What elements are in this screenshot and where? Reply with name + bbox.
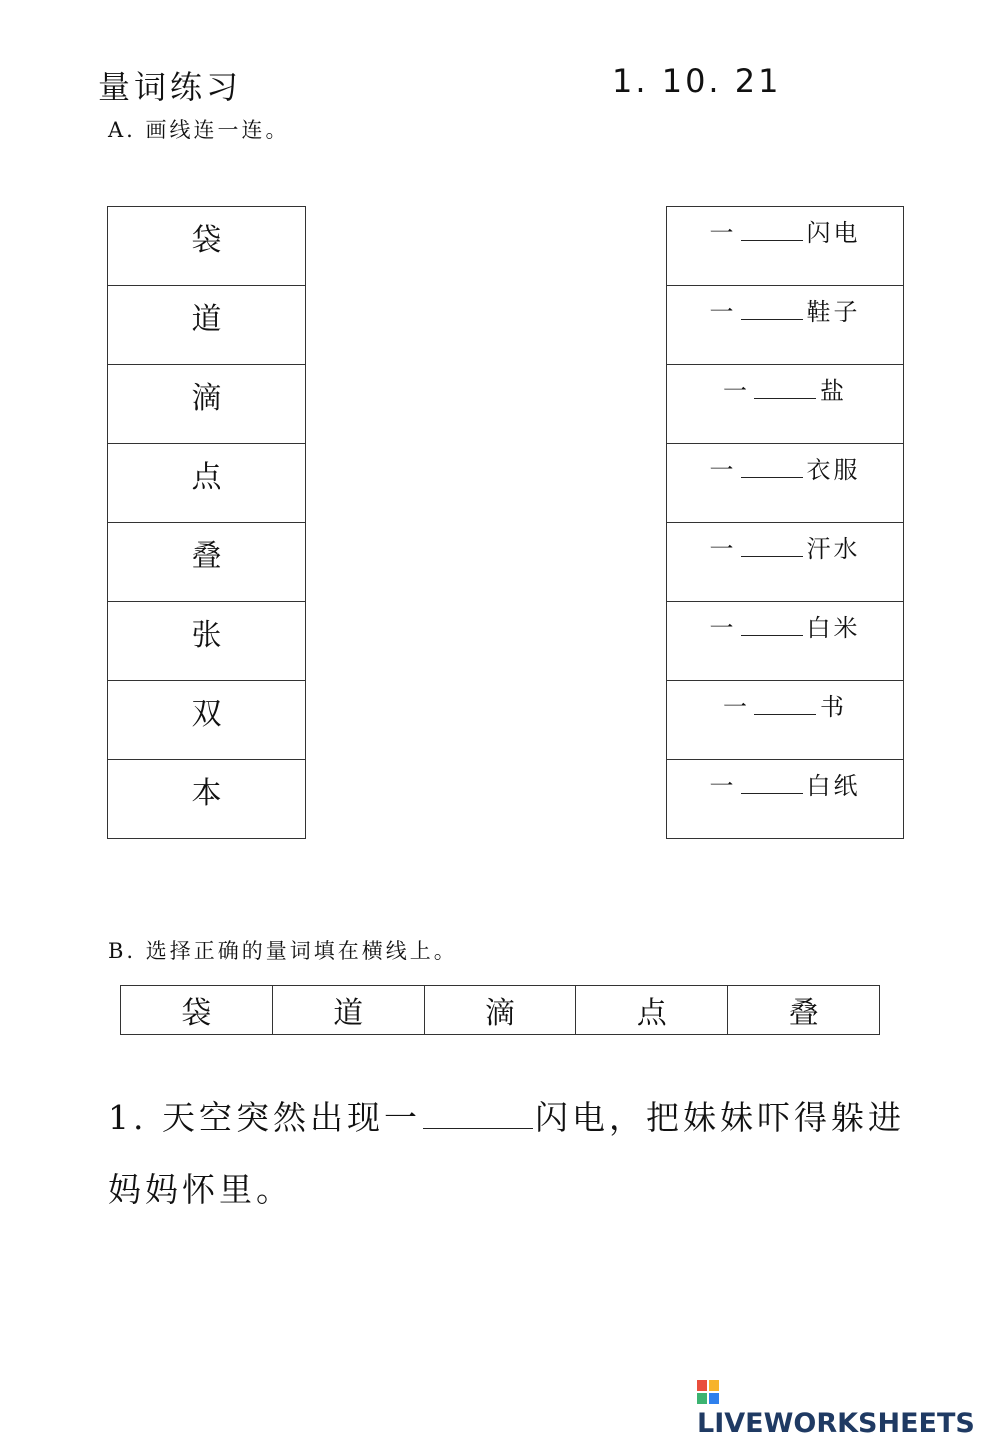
phrase-prefix: 一 — [723, 693, 750, 721]
right-noun-phrase[interactable] — [667, 207, 904, 286]
phrase-blank — [754, 372, 816, 399]
phrase-noun: 汗水 — [806, 535, 861, 563]
right-row — [667, 523, 904, 602]
left-row — [108, 523, 306, 602]
left-row — [108, 444, 306, 523]
right-row — [667, 365, 904, 444]
phrase-blank — [741, 451, 803, 478]
right-row — [667, 681, 904, 760]
question-1 — [108, 1082, 908, 1226]
word-bank — [120, 985, 880, 1035]
phrase-blank — [741, 214, 803, 241]
left-measure-word[interactable]: 张 — [108, 602, 306, 681]
left-row — [108, 286, 306, 365]
word-bank-item: 袋 — [121, 986, 273, 1035]
phrase-prefix: 一 — [709, 535, 737, 563]
phrase-prefix: 一 — [709, 219, 737, 247]
left-measure-word[interactable]: 双 — [108, 681, 306, 760]
question-1-answer-blank[interactable] — [423, 1098, 533, 1129]
right-noun-phrase[interactable] — [667, 286, 904, 365]
right-noun-phrase[interactable] — [667, 760, 904, 839]
left-measure-word[interactable]: 袋 — [108, 207, 306, 286]
right-noun-phrase[interactable] — [667, 681, 904, 760]
left-row — [108, 602, 306, 681]
phrase-noun: 白米 — [806, 614, 861, 642]
worksheet-title: 量词练习 — [98, 68, 243, 106]
word-bank-item: 道 — [272, 986, 424, 1035]
question-1-text-after: 闪电，把妹妹吓得躲进妈妈怀里。 — [108, 1098, 905, 1209]
word-bank-item: 点 — [576, 986, 728, 1035]
right-noun-phrase[interactable] — [667, 523, 904, 602]
right-noun-phrase[interactable] — [667, 602, 904, 681]
phrase-prefix: 一 — [723, 377, 750, 405]
right-row — [667, 602, 904, 681]
left-row — [108, 681, 306, 760]
left-row — [108, 760, 306, 839]
left-measure-word[interactable]: 叠 — [108, 523, 306, 602]
left-measure-word[interactable]: 本 — [108, 760, 306, 839]
right-noun-phrase-column — [666, 206, 904, 839]
phrase-prefix: 一 — [709, 298, 737, 326]
left-row — [108, 207, 306, 286]
phrase-blank — [741, 530, 803, 557]
phrase-blank — [754, 688, 816, 715]
right-row — [667, 760, 904, 839]
brand-text: LIVEWORKSHEETS — [697, 1408, 975, 1439]
question-1-text-before: 1. 天空突然出现一 — [108, 1098, 421, 1137]
right-row — [667, 207, 904, 286]
left-measure-word[interactable]: 点 — [108, 444, 306, 523]
phrase-noun: 闪电 — [806, 219, 861, 247]
phrase-blank — [741, 609, 803, 636]
phrase-noun: 盐 — [820, 377, 847, 405]
right-noun-phrase[interactable] — [667, 365, 904, 444]
phrase-prefix: 一 — [709, 614, 737, 642]
liveworksheets-logo-icon — [697, 1380, 719, 1404]
phrase-blank — [741, 293, 803, 320]
phrase-prefix: 一 — [709, 456, 737, 484]
section-a-instruction: A. 画线连一连。 — [108, 118, 290, 142]
word-bank-item: 叠 — [728, 986, 880, 1035]
worksheet-date: 1. 10. 21 — [612, 62, 782, 100]
word-bank-item: 滴 — [424, 986, 576, 1035]
phrase-prefix: 一 — [709, 772, 737, 800]
right-row — [667, 444, 904, 523]
phrase-blank — [741, 767, 803, 794]
phrase-noun: 书 — [820, 693, 847, 721]
left-measure-word[interactable]: 道 — [108, 286, 306, 365]
right-noun-phrase[interactable] — [667, 444, 904, 523]
left-measure-word-column — [107, 206, 306, 839]
phrase-noun: 鞋子 — [806, 298, 861, 326]
right-row — [667, 286, 904, 365]
left-row — [108, 365, 306, 444]
phrase-noun: 衣服 — [806, 456, 861, 484]
liveworksheets-brand — [697, 1377, 1000, 1439]
section-b-instruction: B. 选择正确的量词填在横线上。 — [108, 939, 458, 963]
phrase-noun: 白纸 — [806, 772, 861, 800]
left-measure-word[interactable]: 滴 — [108, 365, 306, 444]
